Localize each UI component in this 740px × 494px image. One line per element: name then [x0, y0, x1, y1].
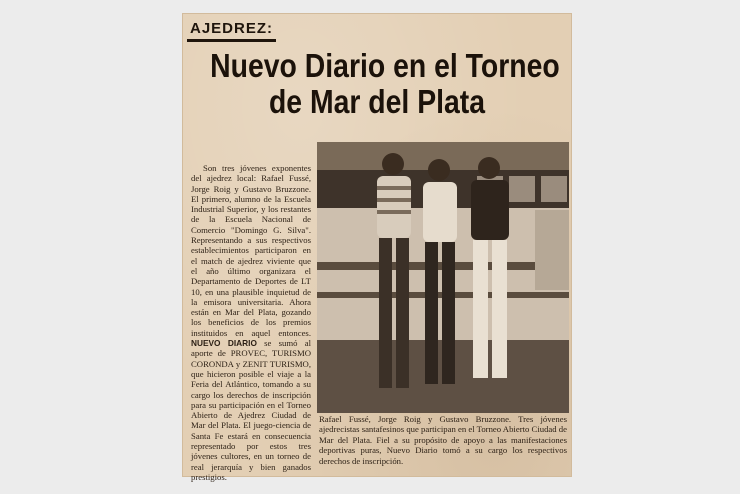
photo-caption: Rafael Fussé, Jorge Roig y Gustavo Bruzzone. Tres jóvenes ajedrecistas santafesinos que participan en el Torneo Abierto Ciudad de Mar del Plata. Fiel a su propósito de apoyo a las manifestaciones deportivas puras, Nuevo Diario tomó a su cargo los respectivos derechos de inscripción.: [319, 414, 567, 466]
bus-door: [535, 210, 569, 290]
photo-illustration: [317, 142, 569, 413]
newspaper-clipping: [183, 14, 571, 482]
article-body: [191, 163, 311, 482]
photo-three-players: [317, 142, 569, 413]
newspaper-name: NUEVO DIARIO: [191, 338, 257, 349]
article-paragraph: Son tres jóvenes exponentes del ajedrez local: Rafael Fussé, Jorge Roig y Gustavo Bruzzone. El primero, alumno de la Escuela Industrial Superior, y los restantes de la Escuela Nacional de Comercio "Domingo G. Silva". Representando a sus respectivos establecimientos participaron en el match de ajedrez viviente que el año último organizara el Departamento de Deportes de LT 10, en una plausible inquietud de la emisora universitaria. Ahora están en Mar del Plata, gozando los beneficios de los premios instituidos en aquel entonces. NUEVO DIARIO se sumó al aporte de PROVEC, TURISMO CORONDA y ZENIT TURISMO, que hicieron posible el viaje a la Feria del Atlántico, tomando a su cargo los derechos de inscripción para su participación en el Torneo Abierto de Ajedrez Ciudad de Mar del Plata. El juego-ciencia de Santa Fe estará en consecuencia representado por estos tres jóvenes cultores, en un torneo de real jerarquía y bien ganados prestigios.: [191, 163, 311, 482]
headline-line-1: Nuevo Diario en el Torneo: [210, 47, 560, 84]
section-tag: AJEDREZ:: [187, 20, 276, 42]
headline-line-2: de Mar del Plata: [268, 83, 486, 120]
headline: [210, 47, 560, 120]
